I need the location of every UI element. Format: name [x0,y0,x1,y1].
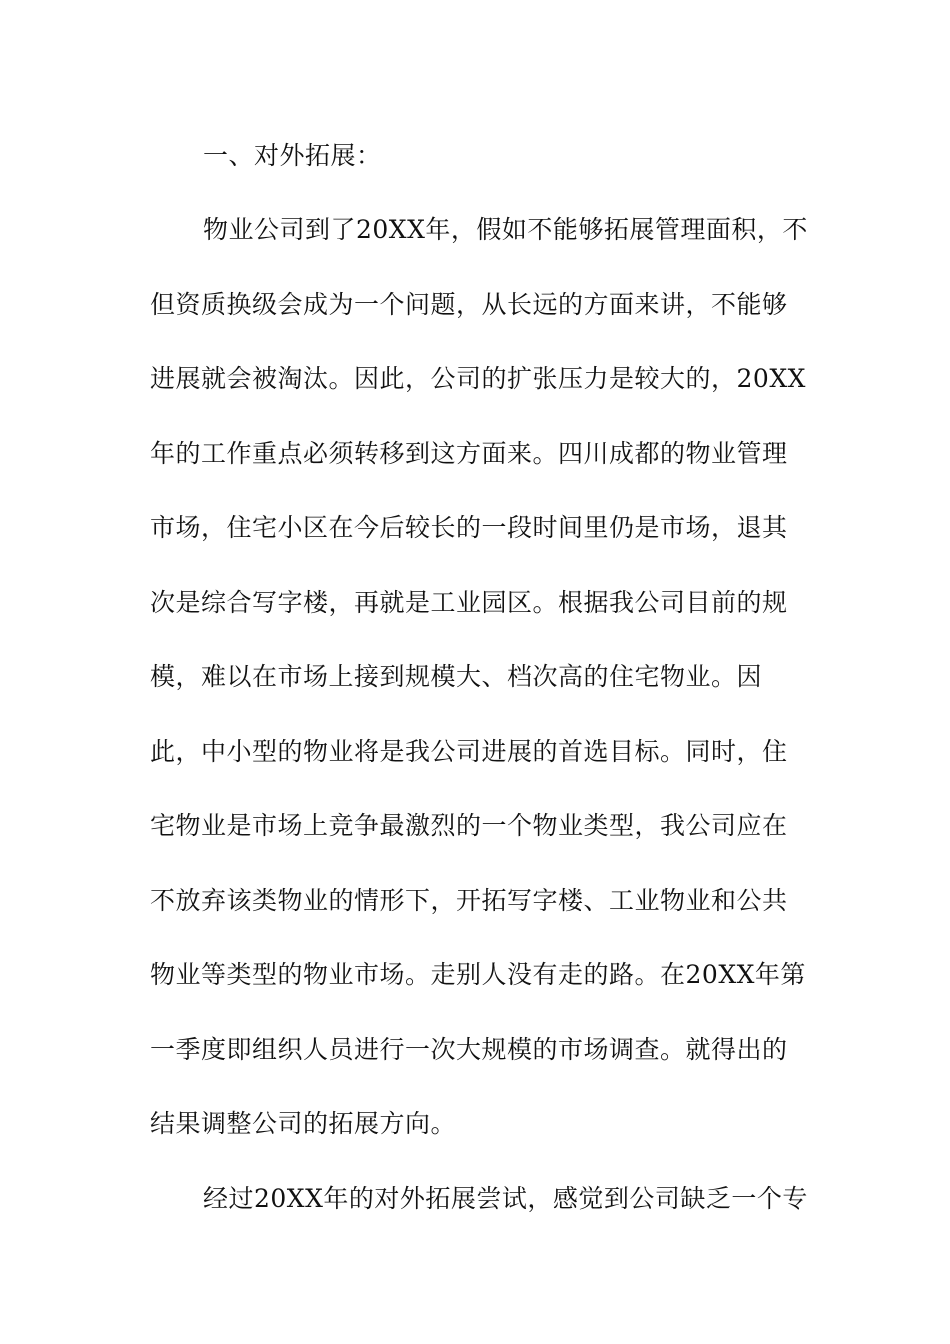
paragraph-line: 年的工作重点必须转移到这方面来。四川成都的物业管理 [150,439,788,468]
section-heading: 一、对外拓展： [203,141,382,170]
paragraph-line: 结果调整公司的拓展方向。 [150,1109,457,1138]
paragraph-line: 此，中小型的物业将是我公司进展的首选目标。同时，住 [150,737,788,766]
paragraph-line: 不放弃该类物业的情形下，开拓写字楼、工业物业和公共 [150,886,788,915]
paragraph-line: 模，难以在市场上接到规模大、档次高的住宅物业。因 [150,662,763,691]
paragraph-line: 物业等类型的物业市场。走别人没有走的路。在20XX年第 [150,960,806,989]
paragraph-line: 经过20XX年的对外拓展尝试，感觉到公司缺乏一个专 [203,1184,808,1213]
paragraph-line: 宅物业是市场上竞争最激烈的一个物业类型，我公司应在 [150,811,788,840]
paragraph-line: 一季度即组织人员进行一次大规模的市场调查。就得出的 [150,1035,788,1064]
paragraph-line: 次是综合写字楼，再就是工业园区。根据我公司目前的规 [150,588,788,617]
paragraph-line: 但资质换级会成为一个问题，从长远的方面来讲，不能够 [150,290,788,319]
paragraph-line: 物业公司到了20XX年，假如不能够拓展管理面积，不 [203,215,808,244]
paragraph-line: 市场，住宅小区在今后较长的一段时间里仍是市场，退其 [150,513,788,542]
paragraph-line: 进展就会被淘汰。因此，公司的扩张压力是较大的，20XX [150,364,806,393]
